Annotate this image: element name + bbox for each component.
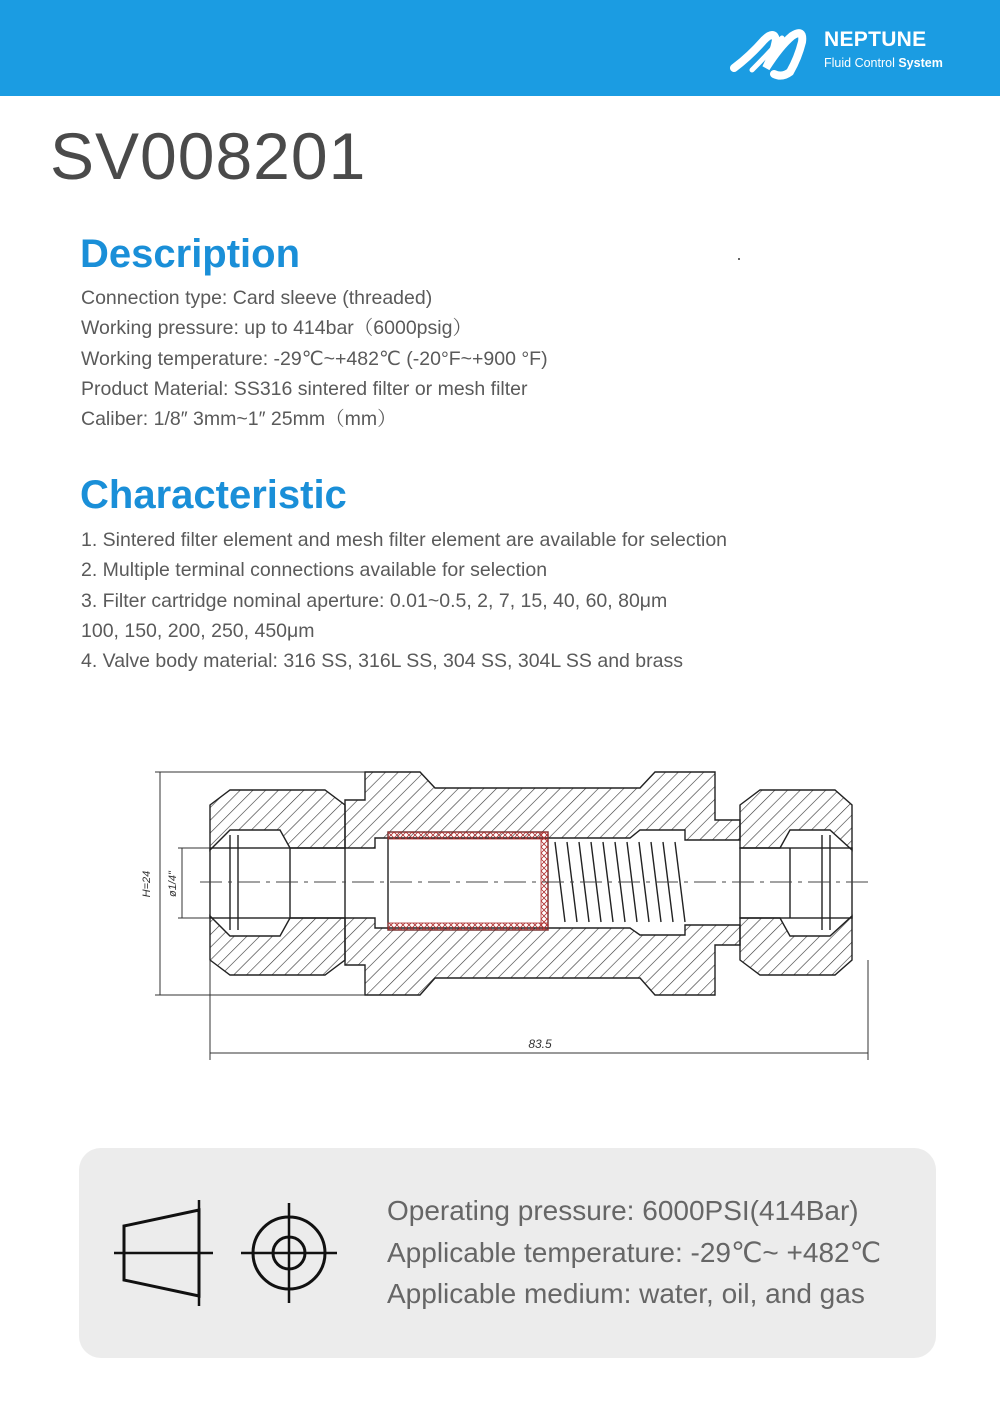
characteristic-line: 4. Valve body material: 316 SS, 316L SS, 304 SS, 304L SS and brass <box>81 650 683 673</box>
dim-height-label: H=24 <box>141 870 153 898</box>
stray-dot <box>738 258 740 260</box>
brand-tagline-bold: System <box>898 56 943 70</box>
first-angle-projection-cone-icon <box>114 1200 213 1306</box>
spec-panel <box>79 1148 936 1358</box>
filter-cross-section-drawing <box>130 760 890 1070</box>
dim-diameter-label: ø1/4" <box>167 871 179 897</box>
description-line: Caliber: 1/8″ 3mm~1″ 25mm（mm） <box>81 408 397 431</box>
dim-length-label: 83.5 <box>528 1037 552 1051</box>
brand-tagline <box>824 56 943 70</box>
spec-list <box>387 1190 881 1315</box>
characteristic-line: 3. Filter cartridge nominal aperture: 0.01~0.5, 2, 7, 15, 40, 60, 80μm <box>81 589 668 612</box>
characteristic-line: 2. Multiple terminal connections available for selection <box>81 559 548 582</box>
description-line: Product Material: SS316 sintered filter or mesh filter <box>81 377 528 400</box>
description-line: Working pressure: up to 414bar（6000psig） <box>81 317 472 340</box>
characteristic-list <box>81 525 727 676</box>
spec-operating-pressure: Operating pressure: 6000PSI(414Bar) <box>387 1195 859 1226</box>
projection-symbol-icons <box>109 1198 349 1308</box>
characteristic-heading: Characteristic <box>80 473 347 517</box>
description-heading: Description <box>80 232 301 276</box>
description-line: Connection type: Card sleeve (threaded) <box>81 287 433 309</box>
characteristic-line: 1. Sintered filter element and mesh filter element are available for selection <box>81 529 728 551</box>
brand-tagline-plain: Fluid Control <box>824 56 899 70</box>
description-line: Working temperature: -29℃~+482℃ (-20°F~+900 °F) <box>81 347 548 370</box>
first-angle-projection-circle-icon <box>241 1203 337 1303</box>
description-list <box>81 283 548 434</box>
spec-applicable-medium: Applicable medium: water, oil, and gas <box>387 1278 865 1309</box>
spec-applicable-temperature: Applicable temperature: -29℃~ +482℃ <box>387 1236 882 1268</box>
brand-name: NEPTUNE <box>824 28 927 51</box>
characteristic-line: 100, 150, 200, 250, 450μm <box>81 619 315 642</box>
header-bar <box>0 0 1000 96</box>
model-number: SV008201 <box>50 119 367 193</box>
